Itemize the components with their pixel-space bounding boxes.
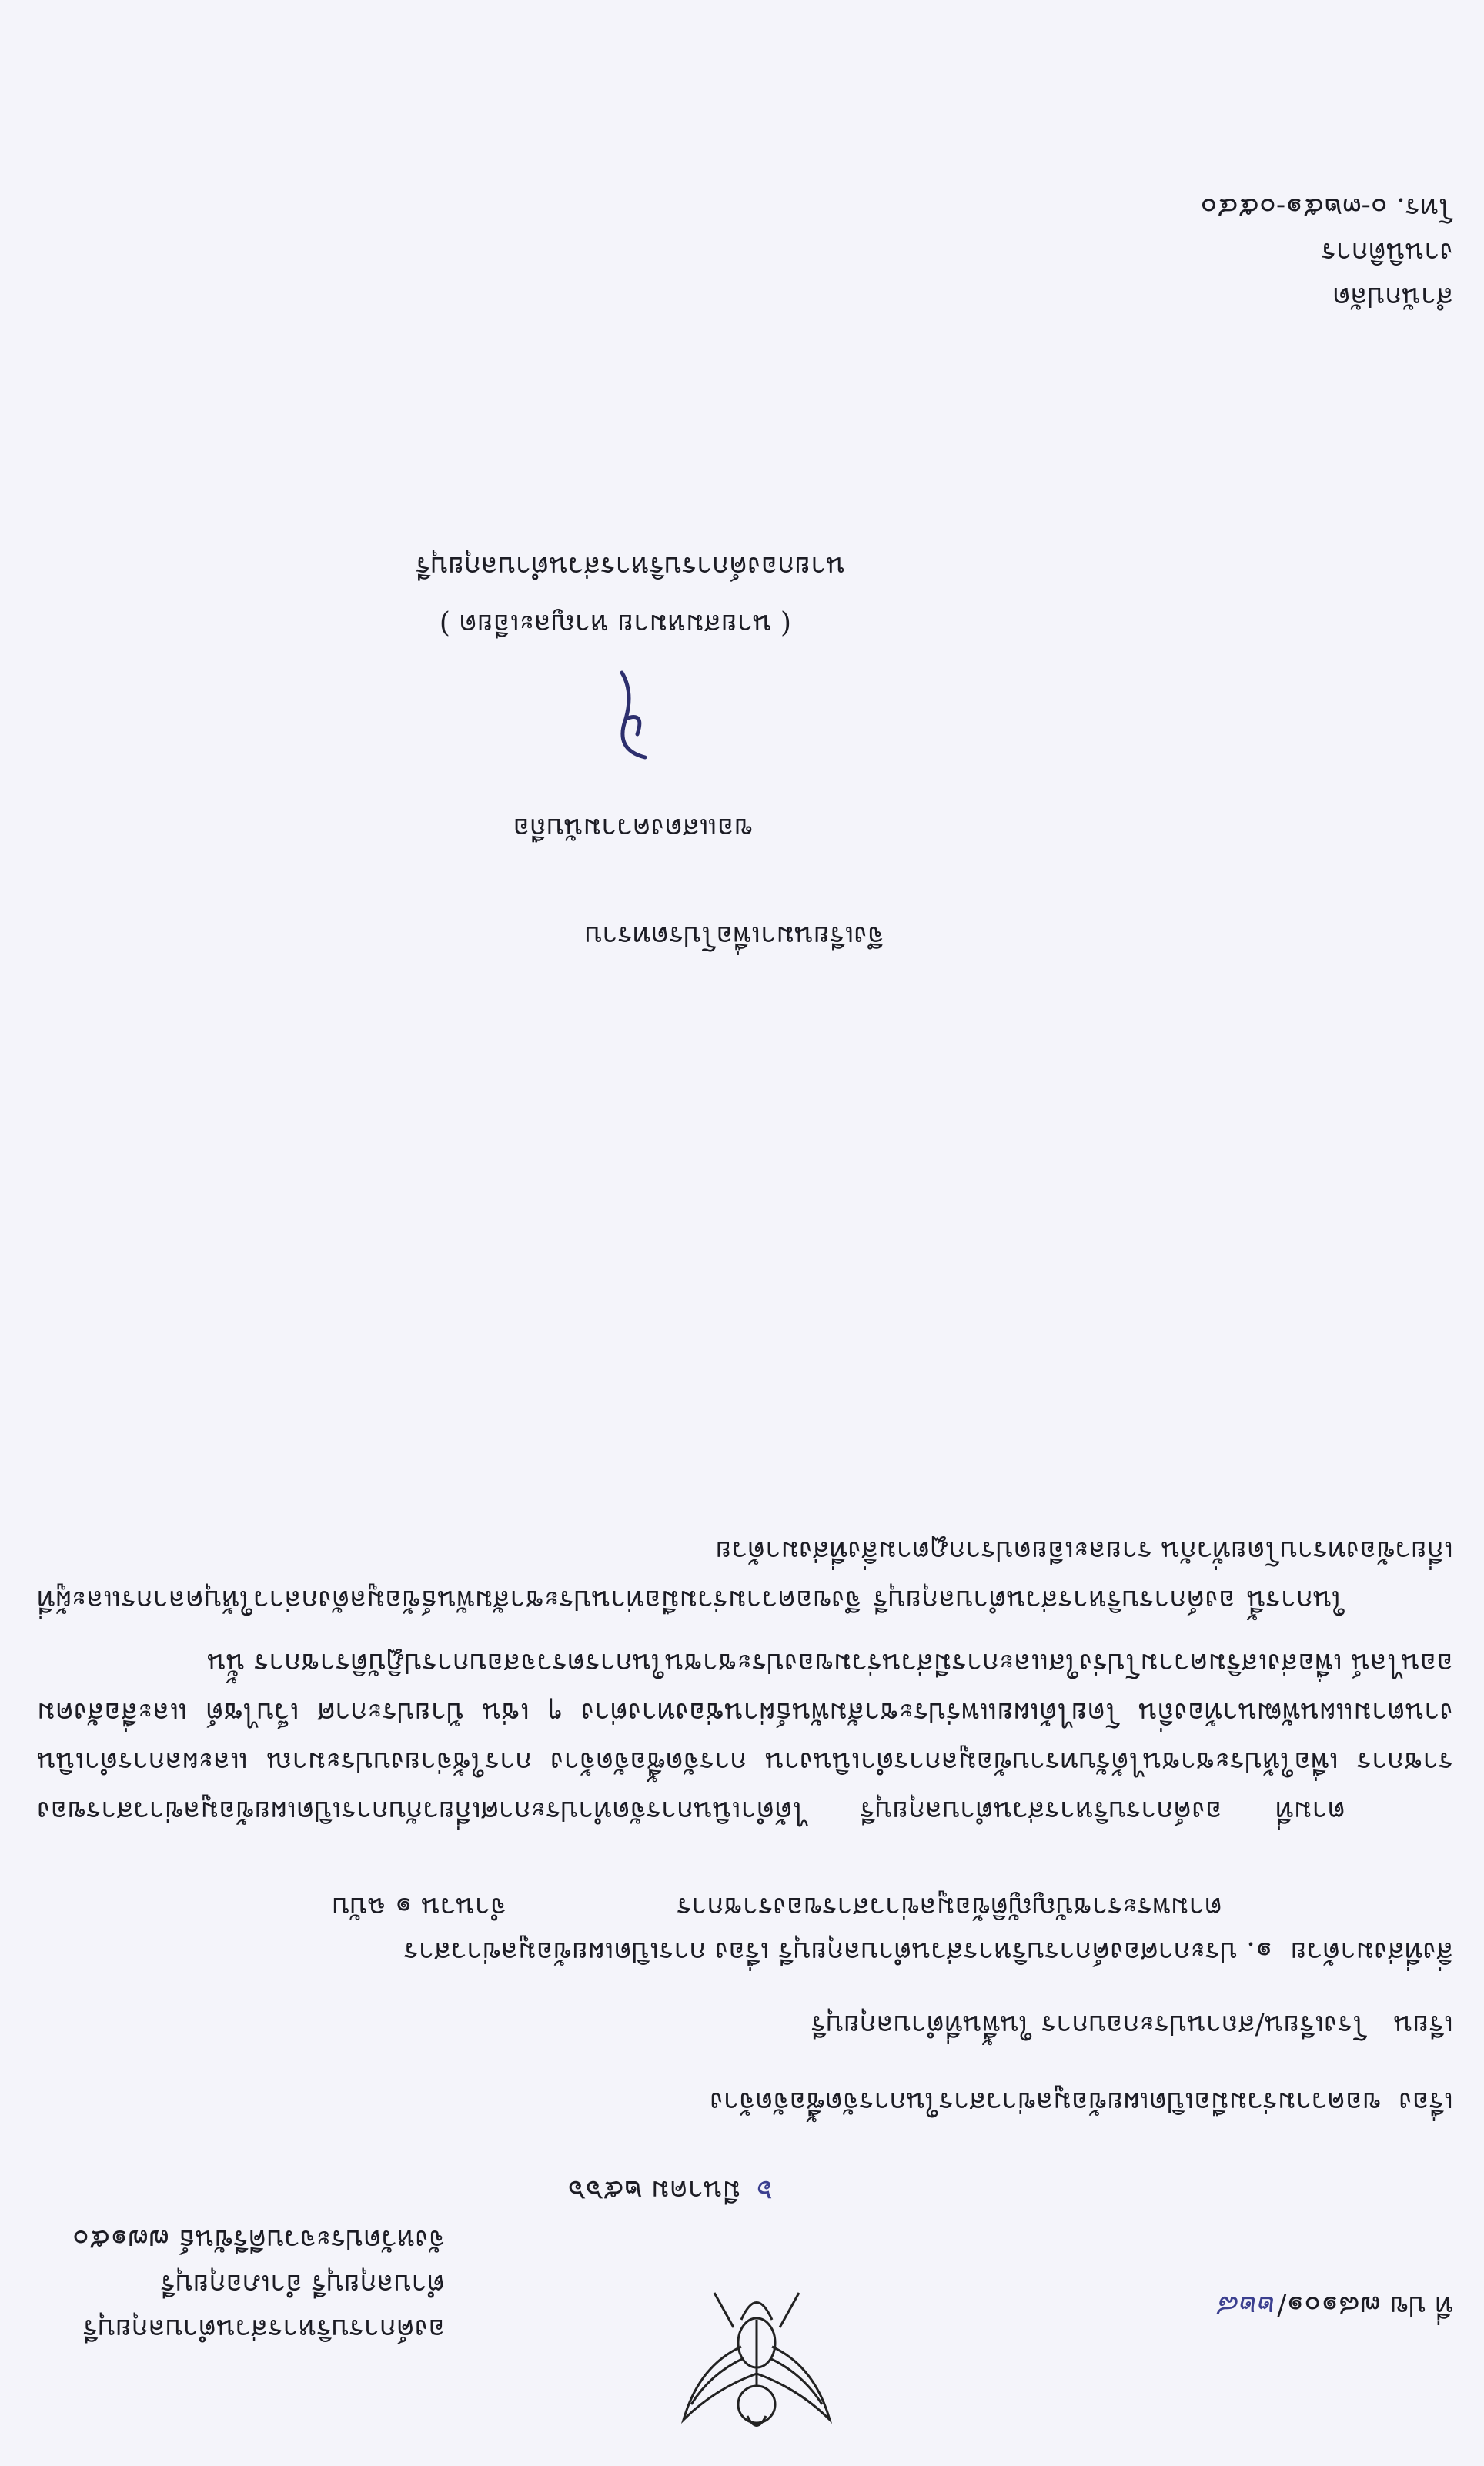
closing-greeting: ขอแสดงความนับถือ xyxy=(513,812,753,844)
closing-request: จึงเรียนมาเพื่อโปรดทราบ xyxy=(584,920,884,951)
office-contact xyxy=(1201,185,1453,319)
office-line: โทร. ๐-๓๒๕๑-๐๕๔๐ xyxy=(1200,192,1453,223)
signature-icon xyxy=(591,665,668,765)
office-line: สำนักปลัด xyxy=(1332,281,1453,312)
issuer-address xyxy=(72,2217,445,2351)
addressee-line: เรียน โรงเรียน/สถานประกอบการ ในพื้นที่ตำบลกุยบุรี xyxy=(811,2009,1453,2040)
signer-name: ( นายสมหมาย หาญละเอียด ) xyxy=(439,608,791,640)
letter-body xyxy=(37,1525,1453,1835)
enclosure-block: สิ่งที่ส่งมาด้วย ๑. ประกาศองค์การบริหารส่วนตำบลกุยบุรี เรื่อง การเปิดเผยข้อมูลข่าวสาร ตามพระราชบัญญัติข้อมูลข่าวสารของราชการ จำนวน ๑ ฉบับ xyxy=(332,1891,1453,1967)
issuer-line: ตำบลกุยบุรี อำเภอกุยบุรี xyxy=(160,2268,445,2300)
issuer-line: จังหวัดประจวบคีรีขันธ์ ๗๗๑๕๐ xyxy=(72,2224,445,2255)
body-paragraph-1: ตามที่ องค์การบริหารส่วนตำบลกุยบุรี ได้ดำเนินการจัดทำประกาศเกี่ยวกับการเปิดเผยข้อมูลข่าวสารของราชการ เพื่อให้ประชาชนได้รับทราบข้อมูลการดำเนินงาน การจัดซื้อจัดจ้าง การใช้จ่ายงบประมาณ และผลการดำเนินงานตามแผนพัฒนาท้องถิ่น โดยได้เผยแพร่ประชาสัมพันธ์ผ่านช่องทางต่าง ๆ เช่น ป้ายประกาศ เว็บไซต์ และสื่อสังคมออนไลน์ เพื่อส่งเสริมความโปร่งใสและการมีส่วนร่วมของประชาชนในการตรวจสอบการปฏิบัติราชการ นั้น xyxy=(37,1647,1453,1826)
letter-date: ๖ มีนาคม ๒๕๖๖ xyxy=(567,2174,776,2206)
subject-line: เรื่อง ขอความร่วมมือเปิดเผยข้อมูลข่าวสารในการจัดซื้อจัดจ้าง xyxy=(710,2086,1453,2117)
issuer-line: องค์การบริหารส่วนตำบลกุยบุรี xyxy=(82,2313,445,2344)
garuda-emblem-icon xyxy=(668,2274,845,2451)
reference-number: ที่ ปข ๗๘๑๐๑/๒๒๘ xyxy=(1219,2290,1453,2321)
body-paragraph-2: ในการนี้ องค์การบริหารส่วนตำบลกุยบุรี จึงขอความร่วมมือท่านประชาสัมพันธ์ข้อมูลดังกล่าวให้บุคลากรและผู้ที่เกี่ยวข้องทราบโดยทั่วกัน รายละเอียดปรากฏตามสิ่งที่ส่งมาด้วย xyxy=(37,1535,1453,1616)
office-line: งานนิติการ xyxy=(1321,236,1453,268)
signer-position: นายกองค์การบริหารส่วนตำบลกุยบุรี xyxy=(415,550,845,582)
